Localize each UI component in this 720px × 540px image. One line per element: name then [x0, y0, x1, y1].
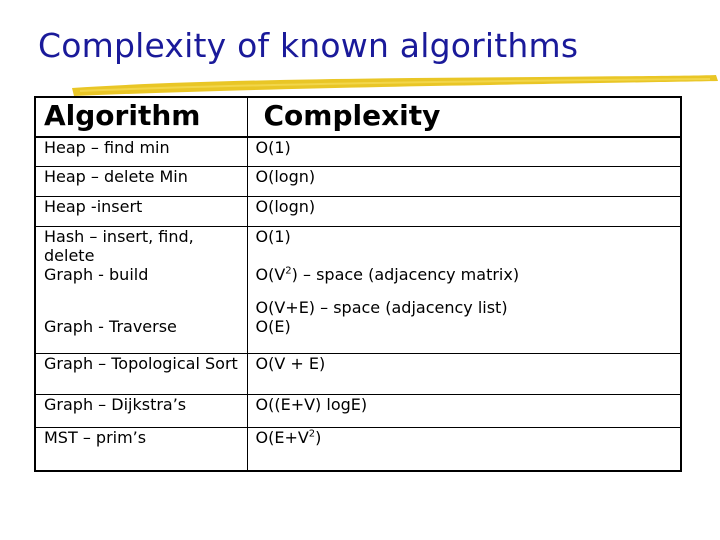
- table-row: [35, 317, 681, 354]
- header-algorithm: Algorithm: [35, 97, 247, 137]
- complexity-cell: O(V + E): [247, 354, 681, 395]
- complexity-cell: O(logn): [247, 197, 681, 227]
- table-row: [35, 428, 681, 472]
- complexity-cell: [247, 428, 681, 472]
- complexity-line: [256, 265, 681, 284]
- table-row: [35, 137, 681, 167]
- complexity-cell: [247, 265, 681, 317]
- algorithm-cell: Hash – insert, find, delete: [35, 227, 247, 266]
- header-complexity: Complexity: [247, 97, 681, 137]
- complexity-base: O(V: [255, 265, 286, 284]
- complexity-table: [34, 96, 682, 472]
- table-row: [35, 197, 681, 227]
- complexity-extra-line: O(V+E) – space (adjacency list): [255, 298, 508, 317]
- algorithm-cell: Heap – delete Min: [35, 167, 247, 197]
- complexity-exponent: 2: [285, 265, 292, 277]
- table-row: [35, 354, 681, 395]
- algorithm-cell: Graph - Traverse: [35, 317, 247, 354]
- complexity-rest: ) – space (adjacency matrix): [291, 265, 520, 284]
- algorithm-cell: Heap – find min: [35, 137, 247, 167]
- complexity-cell: O(logn): [247, 167, 681, 197]
- complexity-cell: O(1): [247, 227, 681, 266]
- complexity-cell: O((E+V) logE): [247, 395, 681, 428]
- table-row: [35, 227, 681, 266]
- complexity-rest: ): [315, 428, 322, 447]
- algorithm-cell: Graph – Dijkstra’s: [35, 395, 247, 428]
- slide-title: Complexity of known algorithms: [38, 26, 579, 65]
- complexity-exponent: 2: [308, 428, 316, 440]
- complexity-base: O(E+V: [255, 428, 309, 447]
- complexity-cell: O(E): [255, 317, 291, 336]
- table-row: [35, 395, 681, 428]
- algorithm-cell: MST – prim’s: [35, 428, 247, 472]
- table-row: [35, 167, 681, 197]
- table-header-row: [35, 97, 681, 137]
- table-row: [35, 265, 681, 317]
- algorithm-cell: Heap -insert: [35, 197, 247, 227]
- complexity-cell: O(1): [255, 138, 291, 157]
- algorithm-cell: Graph - build: [35, 265, 247, 317]
- algorithm-cell: Graph – Topological Sort: [35, 354, 247, 395]
